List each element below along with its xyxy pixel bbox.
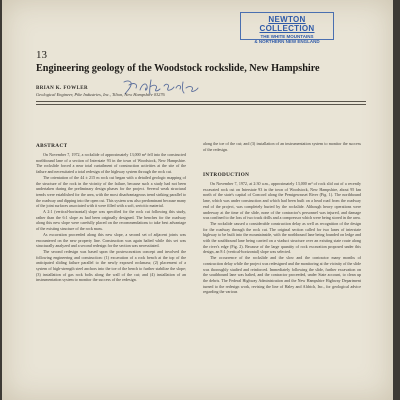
abstract-paragraph: On November 7, 1972, a rockslide of approximately 13,000 m³ fell into the constructed northbound lane of a section of Interstate 93 in the town of Woodstock, New Hampshire. The rockslide forced a near total curtailment of construction activities at the site of the failure and necessitated a total redesign of the highway system through the rock cut. <box>36 152 186 175</box>
stamp-line-1: NEWTON COLLECTION <box>259 15 315 33</box>
abstract-paragraph: The orientation of the 44 ± 215 m rock cut began with a detailed geologic mapping of the structure of the rock in the vicinity of the failure, because such a study had not been undertaken during the preliminary design phases for the project. Several weak structural trends were established for the area, with the most disadvantageous trend striking parallel to the roadway and dipping into the open cut. This system was also predominant because many of the joint surfaces associated with it were filled with a soft, sericitic material. <box>36 174 186 209</box>
intro-paragraph: The rockslide caused a considerable construction delay as well as recognition of the design for the roadway through the rock cut. The original section called for two lanes of interstate highway to be built into the mountainside, with the northbound lane being founded on ledge and with the southbound lane being carried on a viaduct structure over an existing state route along the river's edge (Fig. 2). Because of the large quantity of rock excavation proposed under this design, an 8:1 (vertical-horizontal) slope was selected. <box>203 220 361 255</box>
collection-stamp <box>240 12 334 44</box>
abstract-paragraph: The second redesign was based upon the postexcavation concept and involved the following engineering and construction: (1) excavation of a rock bench at the top of the anticipated sliding failure parallel to the newly exposed rockmass; (2) placement of a system of high-strength steel anchors into the toe of the bench to further stabilize the slope; (3) installation of gas rock bolts along the wall of the cut; and (4) installation of an instrumentation system to monitor the success of the redesign. <box>36 248 186 283</box>
introduction-column <box>203 181 361 295</box>
stamp-line-2: THE WHITE MOUNTAINS <box>260 34 314 39</box>
abstract-heading: ABSTRACT <box>36 143 68 149</box>
chapter-number: 13 <box>36 49 47 61</box>
abstract-paragraph: As excavation proceeded along this new slope, a second set of adjacent joints was encountered on the new property line. Construction was again halted while this set was structurally analyzed and a second redesign for the section was necessitated. <box>36 231 186 249</box>
intro-paragraph: On November 7, 1972, at 2:30 a.m., approximately 13,000 m³ of rock slid out of a recently excavated rock cut on Interstate 93 in the town of Woodstock, New Hampshire, about 95 km north of the state's capital of Concord along the Pemigewasset River (Fig. 1). The northbound lane, which was under construction and which had been built on a head road from the roadway end of the project, was completely buried by the rockslide. Although heavy operations were underway at the time of the slide, none of the contractor's personnel was injured, and damage was confined to the loss of two track drills and a compressor which were being stored in the area. <box>203 181 361 221</box>
introduction-heading: INTRODUCTION <box>203 172 250 178</box>
author-affiliation: Geological Engineer, Pike Industries, Inc., Tilton, New Hampshire 03276 <box>36 92 165 97</box>
stamp-line-3: & NORTHERN NEW ENGLAND <box>254 39 320 44</box>
abstract-continuation: along the toe of the cut; and (3) installation of an instrumentation system to monitor the success of the redesign. <box>203 141 361 152</box>
header-rule-2 <box>36 104 366 105</box>
abstract-column <box>36 152 186 283</box>
author-name: BRIAN K. FOWLER <box>36 86 88 91</box>
abstract-paragraph: A 2:1 (vertical-horizontal) slope was specified for the rock cut following this study, rather than the 6:1 slope as had been originally designed. The benches for the roadway along this new slope were carefully placed on the recommendations to take best advantage of the existing structure of the rock mass. <box>36 209 186 232</box>
header-rule <box>36 101 366 102</box>
paper-title: Engineering geology of the Woodstock rockslide, New Hampshire <box>36 63 320 74</box>
intro-paragraph: The occurrence of the rockslide and the slow and the contractor many months of construction delay while the project was redesigned and the monitoring at the vicinity of the slide was thoroughly studied and reinforced. Immediately following the slide, further excavation on the southbound lane was halted, and the contractor proceeded, under State account, to clean up the debris. The Federal Highway Administration and the New Hampshire Highway Department turned to the redesign work, revising the line of Haley and Aldrich, Inc., for geological advice regarding the various <box>203 255 361 295</box>
document-page <box>2 0 393 400</box>
